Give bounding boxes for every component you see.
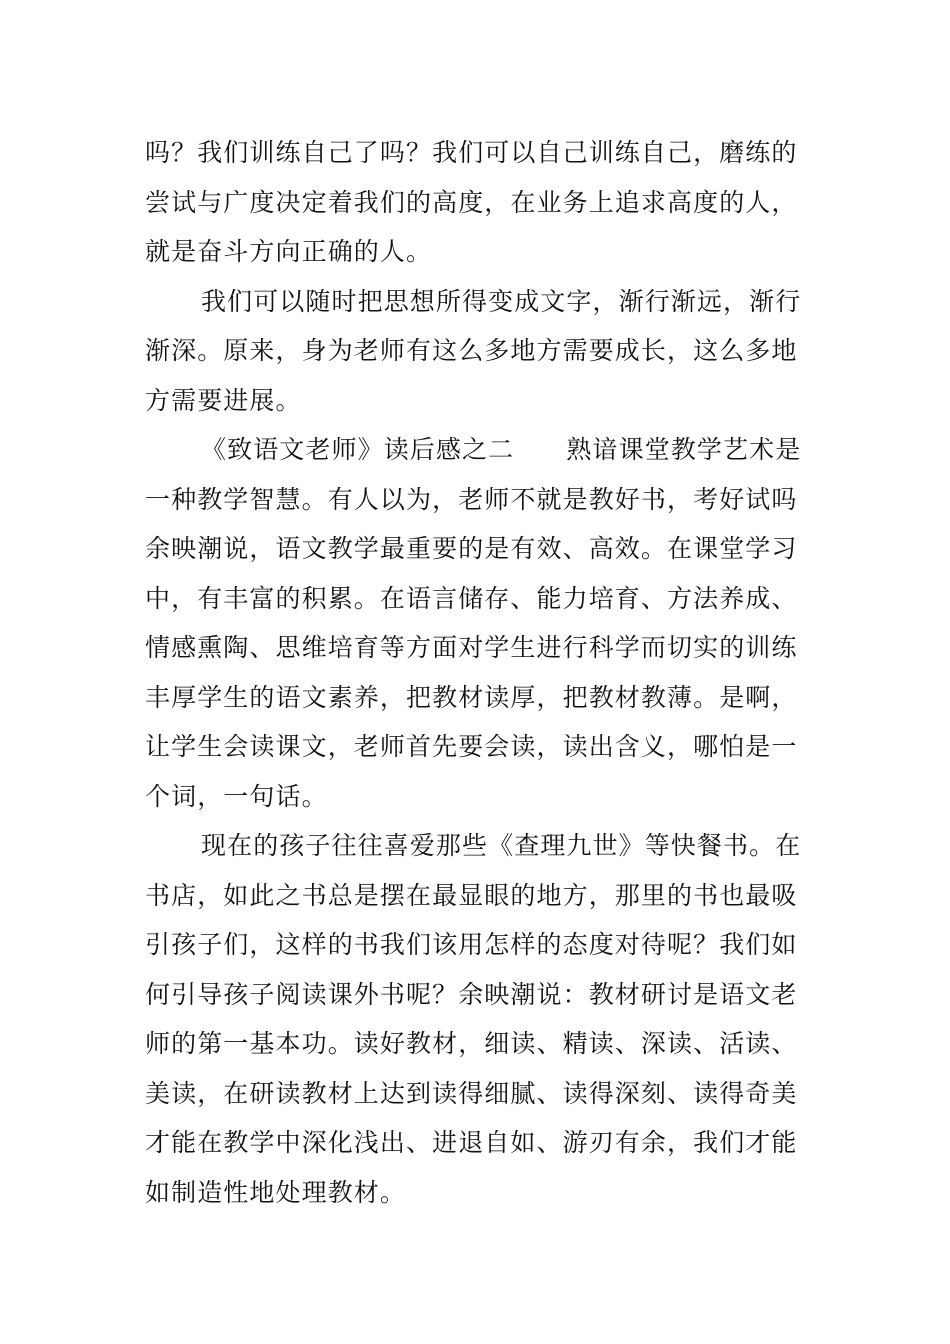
text-line: 余映潮说，语文教学最重要的是有效、高效。在课堂学习: [145, 534, 798, 563]
document-page: [145, 128, 807, 1217]
text-line: 中，有丰富的积累。在语言储存、能力培育、方法养成、: [145, 583, 798, 613]
text-line: 让学生会读课文，老师首先要会读，读出含义，哪怕是一: [145, 732, 798, 761]
text-line: 个词，一句话。: [145, 781, 328, 811]
text-line: 方需要进展。: [145, 385, 302, 415]
text-line: 何引导孩子阅读课外书呢？余映潮说：教材研讨是语文老: [145, 979, 798, 1009]
text-line: 尝试与广度决定着我们的高度，在业务上追求高度的人，: [145, 187, 798, 217]
text-line: 才能在教学中深化浅出、进退自如、游刃有余，我们才能: [145, 1128, 798, 1157]
text-line: 情感熏陶、思维培育等方面对学生进行科学而切实的训练: [145, 633, 798, 662]
text-line: 渐深。原来，身为老师有这么多地方需要成长，这么多地: [145, 336, 798, 365]
text-line: 就是奋斗方向正确的人。: [145, 237, 433, 266]
text-line: 吗？我们训练自己了吗？我们可以自己训练自己，磨练的: [145, 138, 798, 167]
section-heading-line: 《致语文老师》读后感之二 熟谙课堂教学艺术是: [201, 435, 802, 464]
paragraph-start-line: 我们可以随时把思想所得变成文字，渐行渐远，渐行: [201, 286, 802, 316]
text-line: 如制造性地处理教材。: [145, 1177, 407, 1207]
paragraph-start-line: 现在的孩子往往喜爱那些《查理九世》等快餐书。在: [201, 831, 802, 860]
text-line: 丰厚学生的语文素养，把教材读厚，把教材教薄。是啊，: [145, 682, 798, 712]
text-line: 书店，如此之书总是摆在最显眼的地方，那里的书也最吸: [145, 880, 798, 910]
text-line: 师的第一基本功。读好教材，细读、精读、深读、活读、: [145, 1029, 798, 1058]
text-line: 美读，在研读教材上达到读得细腻、读得深刻、读得奇美: [145, 1078, 798, 1108]
text-line: 引孩子们，这样的书我们该用怎样的态度对待呢？我们如: [145, 930, 798, 959]
text-line: 一种教学智慧。有人以为，老师不就是教好书，考好试吗: [145, 484, 798, 514]
